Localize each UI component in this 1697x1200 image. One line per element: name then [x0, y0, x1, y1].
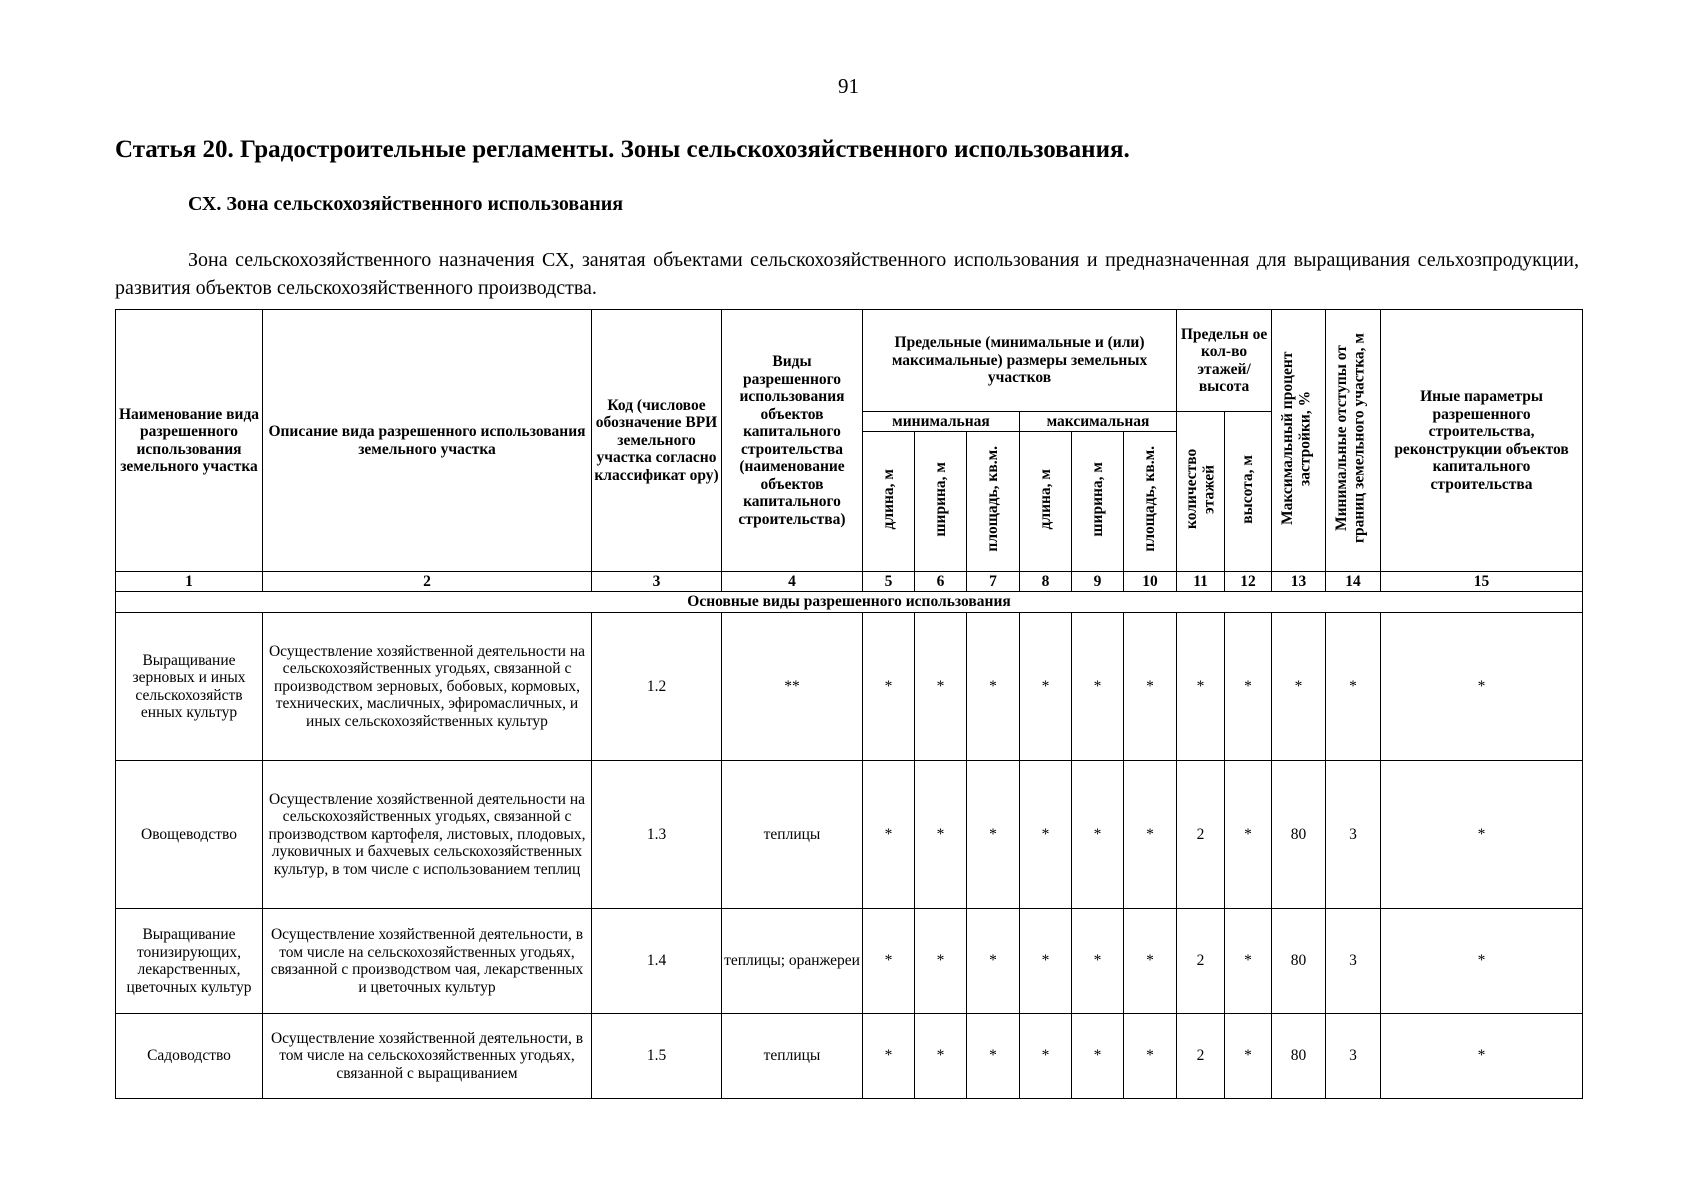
row-value: * [915, 613, 967, 761]
row-value: * [1225, 1014, 1272, 1099]
row-name: Выращивание зерновых и иных сельскохозяйств енных культур [116, 613, 263, 761]
header-height: высота, м [1225, 412, 1272, 572]
row-code: 1.4 [592, 909, 722, 1014]
row-value: * [1124, 1014, 1177, 1099]
row-value: 80 [1272, 1014, 1326, 1099]
row-oks: теплицы [722, 761, 863, 909]
header-plot-limits: Предельные (минимальные и (или) максимальные) размеры земельных участков [863, 310, 1177, 412]
row-value: * [863, 613, 915, 761]
header-floors-group: Предельн ое кол-во этажей/ высота [1177, 310, 1272, 412]
row-value: 3 [1326, 761, 1381, 909]
row-oks: ** [722, 613, 863, 761]
row-value: * [1124, 909, 1177, 1014]
header-max-width: ширина, м [1072, 432, 1124, 572]
row-value: * [1177, 613, 1225, 761]
row-value: * [1381, 909, 1583, 1014]
header-min-area: площадь, кв.м. [967, 432, 1020, 572]
table-row [116, 761, 1583, 909]
row-oks: теплицы; оранжереи [722, 909, 863, 1014]
regulations-table [115, 309, 1583, 1099]
row-name: Выращивание тонизирующих, лекарственных, цветочных культур [116, 909, 263, 1014]
header-max-area: площадь, кв.м. [1124, 432, 1177, 572]
header-other-params: Иные параметры разрешенного строительства, реконструкции объектов капитального строительства [1381, 310, 1583, 572]
header-max-length: длина, м [1020, 432, 1072, 572]
zone-title: СХ. Зона сельскохозяйственного использования [188, 193, 624, 215]
row-value: * [1072, 761, 1124, 909]
row-description: Осуществление хозяйственной деятельности на сельскохозяйственных угодьях, связанной с производством зерновых, бобовых, кормовых, технических, масличных, эфиромасличных, и иных сельскохозяйственных культур [263, 613, 592, 761]
row-value: * [1381, 1014, 1583, 1099]
header-min-width: ширина, м [915, 432, 967, 572]
page-number: 91 [838, 74, 859, 98]
row-value: * [1072, 1014, 1124, 1099]
row-code: 1.3 [592, 761, 722, 909]
row-value: * [1124, 613, 1177, 761]
header-code: Код (числовое обозначение ВРИ земельного участка согласно классификат ору) [592, 310, 722, 572]
row-value: * [1072, 613, 1124, 761]
table-row [116, 613, 1583, 761]
row-value: * [967, 761, 1020, 909]
header-max-percent: Максимальный процент застройки, % [1272, 310, 1326, 572]
row-code: 1.5 [592, 1014, 722, 1099]
row-value: * [1020, 613, 1072, 761]
row-value: * [1225, 613, 1272, 761]
header-oks-types: Виды разрешенного использования объектов капитального строительства (наименование объектов капитального строительства) [722, 310, 863, 572]
row-description: Осуществление хозяйственной деятельности, в том числе на сельскохозяйственных угодьях, связанной с выращиванием [263, 1014, 592, 1099]
row-description: Осуществление хозяйственной деятельности, в том числе на сельскохозяйственных угодьях, связанной с производством чая, лекарственных и цветочных культур [263, 909, 592, 1014]
header-name: Наименование вида разрешенного использования земельного участка [116, 310, 263, 572]
row-value: 2 [1177, 909, 1225, 1014]
row-value: * [967, 909, 1020, 1014]
row-value: 3 [1326, 909, 1381, 1014]
row-value: 2 [1177, 1014, 1225, 1099]
row-name: Овощеводство [116, 761, 263, 909]
article-title: Статья 20. Градостроительные регламенты. Зоны сельскохозяйственного использования. [115, 136, 1130, 163]
section-title: Основные виды разрешенного использования [116, 592, 1583, 613]
row-value: * [1020, 909, 1072, 1014]
intro-paragraph: Зона сельскохозяйственного назначения СХ, занятая объектами сельскохозяйственного использования и предназначенная для выращивания сельхозпродукции, развития объектов сельскохозяйственного производства. [115, 249, 1579, 299]
row-name: Садоводство [116, 1014, 263, 1099]
row-description: Осуществление хозяйственной деятельности на сельскохозяйственных угодьях, связанной с производством картофеля, листовых, плодовых, луковичных и бахчевых сельскохозяйственных культур, в том числе с использованием теплиц [263, 761, 592, 909]
header-minimum: минимальная [863, 412, 1020, 432]
row-value: 2 [1177, 761, 1225, 909]
column-numbers-row: 1 2 3 4 5 6 7 8 9 10 11 12 13 14 15 [116, 572, 1583, 592]
row-value: * [1225, 761, 1272, 909]
table-row [116, 909, 1583, 1014]
header-floors: количество этажей [1177, 412, 1225, 572]
row-value: * [967, 1014, 1020, 1099]
table-row [116, 1014, 1583, 1099]
row-code: 1.2 [592, 613, 722, 761]
row-value: * [1225, 909, 1272, 1014]
header-description: Описание вида разрешенного использования земельного участка [263, 310, 592, 572]
row-value: * [967, 613, 1020, 761]
row-value: * [1072, 909, 1124, 1014]
row-value: * [915, 909, 967, 1014]
row-value: * [863, 909, 915, 1014]
row-value: 3 [1326, 1014, 1381, 1099]
header-min-length: длина, м [863, 432, 915, 572]
row-value: * [863, 761, 915, 909]
row-value: * [1124, 761, 1177, 909]
row-value: * [1020, 761, 1072, 909]
row-value: * [1272, 613, 1326, 761]
row-value: * [863, 1014, 915, 1099]
row-value: * [915, 1014, 967, 1099]
row-value: * [1020, 1014, 1072, 1099]
row-value: 80 [1272, 909, 1326, 1014]
row-value: * [1326, 613, 1381, 761]
row-value: * [1381, 761, 1583, 909]
row-value: * [915, 761, 967, 909]
row-value: 80 [1272, 761, 1326, 909]
row-value: * [1381, 613, 1583, 761]
row-oks: теплицы [722, 1014, 863, 1099]
header-min-setback: Минимальные отступы от границ земельного участка, м [1326, 310, 1381, 572]
header-maximum: максимальная [1020, 412, 1177, 432]
